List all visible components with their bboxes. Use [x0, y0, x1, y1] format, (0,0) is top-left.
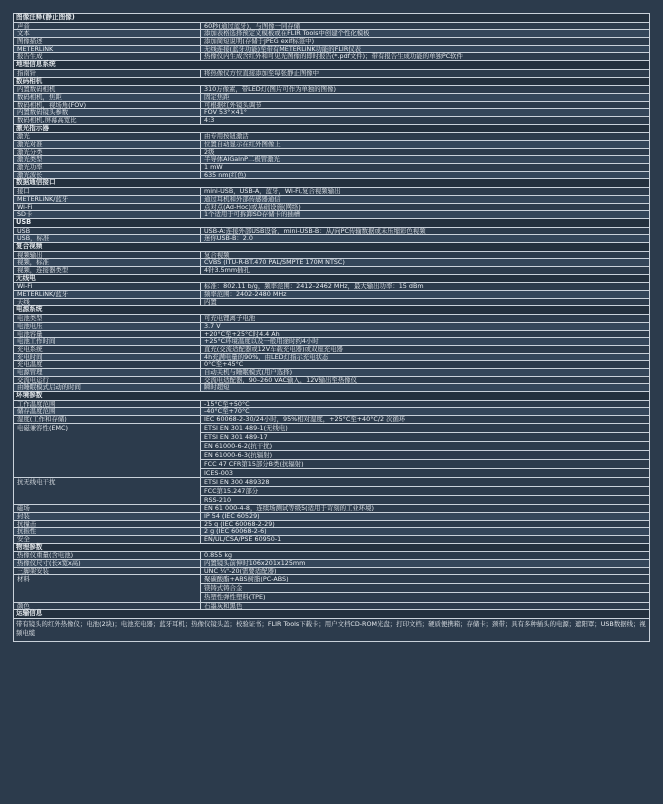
- section-header: 运输信息: [13, 610, 650, 619]
- spec-row: [13, 228, 650, 236]
- spec-label: 声音: [13, 23, 200, 31]
- spec-label: 电池电压: [13, 323, 200, 331]
- spec-value: CVBS (ITU-R-BT.470 PAL/SMPTE 170M NTSC): [200, 259, 650, 267]
- spec-row: [13, 568, 650, 576]
- spec-value: 复合视频: [200, 252, 650, 260]
- spec-row: [13, 369, 650, 377]
- spec-row: [13, 283, 650, 291]
- spec-label: 充电温度: [13, 361, 200, 369]
- spec-value: +25°C环境温度以及一般用途时约4小时: [200, 338, 650, 346]
- spec-label: 三脚架安装: [13, 568, 200, 576]
- spec-row: [13, 513, 650, 521]
- spec-row: [13, 94, 650, 102]
- section-header: 电源系统: [13, 306, 650, 315]
- section-header: 地理信息系统: [13, 61, 650, 70]
- spec-row: [13, 377, 650, 385]
- spec-value: 2级: [200, 149, 650, 157]
- spec-row: [13, 536, 650, 544]
- spec-value: -15°C至+50°C: [200, 401, 650, 409]
- spec-row: [13, 204, 650, 212]
- spec-row: [13, 141, 650, 149]
- spec-label: Wi-Fi: [13, 283, 200, 291]
- spec-value: 固定焦距: [200, 94, 650, 102]
- spec-row: [13, 172, 650, 180]
- spec-value: 聚碳酸酯+ABS树脂(PC-ABS): [201, 575, 649, 584]
- spec-label: 激光对准: [13, 141, 200, 149]
- spec-value: +20°C至+25°C时4.4 Ah: [200, 331, 650, 339]
- spec-row: [13, 188, 650, 196]
- spec-row: [13, 109, 650, 117]
- spec-row: [13, 30, 650, 38]
- spec-value: 点对点(Ad-Hoc)或基础设施(网络): [200, 204, 650, 212]
- spec-label: 激光分类: [13, 149, 200, 157]
- spec-value: 自动关机与睡眠模式(用户选择): [200, 369, 650, 377]
- spec-label: 颜色: [13, 603, 200, 611]
- spec-row: [13, 528, 650, 536]
- spec-row: [13, 416, 650, 424]
- spec-row: [13, 323, 650, 331]
- spec-multi-row: [13, 478, 650, 505]
- spec-label: 内置数码相机: [13, 86, 200, 94]
- spec-row: [13, 149, 650, 157]
- spec-value: IP 54 (IEC 60529): [200, 513, 650, 521]
- spec-label: USB: [13, 228, 200, 236]
- spec-row: [13, 331, 650, 339]
- spec-value: FOV 53°×41°: [200, 109, 650, 117]
- spec-label: 抗振性: [13, 528, 200, 536]
- spec-value: 频率范围：2402-2480 MHz: [200, 291, 650, 299]
- spec-sheet: [13, 13, 650, 642]
- spec-value: ICES-003: [201, 469, 649, 478]
- spec-label: 抗撞击: [13, 521, 200, 529]
- spec-label: 电磁兼容性(EMC): [13, 424, 200, 478]
- spec-label: 激光类型: [13, 156, 200, 164]
- spec-row: [13, 196, 650, 204]
- spec-row: [13, 521, 650, 529]
- spec-row: [13, 164, 650, 172]
- spec-row: [13, 291, 650, 299]
- spec-label: 由睡眠模式启动的时间: [13, 384, 200, 392]
- spec-row: [13, 252, 650, 260]
- spec-value: 635 nm(红色): [200, 172, 650, 180]
- spec-value: EN 61000-6-2(抗干扰): [201, 442, 649, 451]
- spec-row: [13, 156, 650, 164]
- spec-label: 数码相机，视场角(FOV): [13, 102, 200, 110]
- spec-value: 可充电锂离子电池: [200, 315, 650, 323]
- section-header: 物理参数: [13, 544, 650, 553]
- spec-value: 交流电适配器，90–260 VAC输入，12V输出至热像仪: [200, 377, 650, 385]
- section-header: 数码相机: [13, 78, 650, 87]
- spec-value: 4针3.5mm插孔: [200, 267, 650, 275]
- spec-label: 热像仪重量(含电池): [13, 552, 200, 560]
- section-header: 复合视频: [13, 243, 650, 252]
- spec-row: [13, 267, 650, 275]
- spec-label: 数码相机,屏幕高宽比: [13, 117, 200, 125]
- spec-row: [13, 23, 650, 31]
- spec-label: USB，标准: [13, 235, 200, 243]
- spec-value: mini-USB，USB-A，蓝牙，Wi-Fi,复合视频输出: [200, 188, 650, 196]
- spec-value: 310万像素，带LED灯(图片可作为单独的图像): [200, 86, 650, 94]
- spec-label: METERLiNK: [13, 46, 200, 54]
- spec-label: 激光波长: [13, 172, 200, 180]
- spec-value: 通过耳机和外部传感器通信: [200, 196, 650, 204]
- spec-row: [13, 338, 650, 346]
- spec-label: 视频，连接器类型: [13, 267, 200, 275]
- spec-label: 数码相机，焦距: [13, 94, 200, 102]
- spec-label: 接口: [13, 188, 200, 196]
- spec-row: [13, 384, 650, 392]
- spec-value: 内置: [200, 299, 650, 307]
- spec-label: 磁场: [13, 505, 200, 513]
- spec-row: [13, 315, 650, 323]
- spec-value: 0°C至+45°C: [200, 361, 650, 369]
- spec-label: 报告生成: [13, 53, 200, 61]
- spec-label: Wi-Fi: [13, 204, 200, 212]
- spec-row: [13, 354, 650, 362]
- spec-row: [13, 53, 650, 61]
- spec-value: 0.855 kg: [200, 552, 650, 560]
- spec-row: [13, 552, 650, 560]
- spec-value: IEC 60068-2-30/24小时，95%相对湿度，+25°C至+40°C/2 次循环: [200, 416, 650, 424]
- spec-label: 工作温度范围: [13, 401, 200, 409]
- spec-label: 视频，标准: [13, 259, 200, 267]
- spec-value: ETSI EN 301 489-17: [201, 433, 649, 442]
- spec-label: METERLiNK/蓝牙: [13, 196, 200, 204]
- spec-value: 将热像仪方位直接添加至每张静止图像中: [200, 70, 650, 78]
- spec-row: [13, 361, 650, 369]
- spec-label: 热像仪尺寸(长x宽x高): [13, 560, 200, 568]
- spec-label: 储存温度范围: [13, 408, 200, 416]
- spec-row: [13, 133, 650, 141]
- spec-label: 电源管理: [13, 369, 200, 377]
- spec-values: [200, 478, 650, 505]
- spec-row: [13, 401, 650, 409]
- spec-value: 添加简短说明(存储于JPEG exif标签中): [200, 38, 650, 46]
- spec-value: 石墨灰和黑色: [200, 603, 650, 611]
- spec-value: ETSI EN 301 489-1(无线电): [201, 424, 649, 433]
- spec-value: FCC第15.247部分: [201, 487, 649, 496]
- spec-row: [13, 259, 650, 267]
- spec-multi-row: [13, 424, 650, 478]
- spec-row: [13, 102, 650, 110]
- spec-label: 材料: [13, 575, 200, 602]
- spec-row: [13, 603, 650, 611]
- spec-label: 抗无线电干扰: [13, 478, 200, 505]
- spec-value: 可根据红外镜头调节: [200, 102, 650, 110]
- spec-label: 电池类型: [13, 315, 200, 323]
- spec-value: RSS-210: [201, 496, 649, 505]
- section-header: 环境参数: [13, 392, 650, 401]
- spec-row: [13, 235, 650, 243]
- spec-row: [13, 46, 650, 54]
- section-header: 数据通信接口: [13, 179, 650, 188]
- section-header: 激光指示器: [13, 125, 650, 134]
- spec-row: [13, 86, 650, 94]
- spec-label: 电池容量: [13, 331, 200, 339]
- spec-value: 4h充满电量的90%，由LED灯指示充电状态: [200, 354, 650, 362]
- spec-value: FCC 47 CFR第15部分B类(抗辐射): [201, 460, 649, 469]
- spec-label: 文本: [13, 30, 200, 38]
- spec-value: 无线连接(蓝牙功能)至带有METERLiNK功能的FLIR仪表: [200, 46, 650, 54]
- spec-value: 60秒(通过蓝牙)，与图像一同存储: [200, 23, 650, 31]
- spec-row: [13, 505, 650, 513]
- spec-value: 由专用按钮激活: [200, 133, 650, 141]
- spec-label: 交流电运行: [13, 377, 200, 385]
- spec-value: 标准：802.11 b/g，频率范围：2412–2462 MHz，最大输出功率：15 dBm: [200, 283, 650, 291]
- spec-label: 图像描述: [13, 38, 200, 46]
- spec-multi-row: [13, 575, 650, 602]
- spec-label: 充电时间: [13, 354, 200, 362]
- spec-label: 天线: [13, 299, 200, 307]
- section-header: USB: [13, 219, 650, 228]
- spec-row: [13, 560, 650, 568]
- spec-value: 添加表格选择预定义模板或在FLIR Tools中创建个性化模板: [200, 30, 650, 38]
- spec-value: 直充(交流适配器或12V车载充电器)或双座充电器: [200, 346, 650, 354]
- spec-label: METERLiNK/蓝牙: [13, 291, 200, 299]
- spec-value: 25 g (IEC 60068-2-29): [200, 521, 650, 529]
- spec-label: 视频输出: [13, 252, 200, 260]
- spec-label: 激光: [13, 133, 200, 141]
- spec-value: 内置镜头前伸时106x201x125mm: [200, 560, 650, 568]
- spec-label: SD卡: [13, 211, 200, 219]
- spec-label: 内置数码镜头参数: [13, 109, 200, 117]
- spec-value: 1 mW: [200, 164, 650, 172]
- spec-value: 2 g (IEC 60068-2-6): [200, 528, 650, 536]
- spec-value: EN 61 000-4-8，连续场测试等级5(适用于苛刻的工业环境): [200, 505, 650, 513]
- spec-label: 指南针: [13, 70, 200, 78]
- spec-value: -40°C至+70°C: [200, 408, 650, 416]
- spec-value: 1个适用于可拆卸SD存储卡的插槽: [200, 211, 650, 219]
- spec-label: 封装: [13, 513, 200, 521]
- spec-value: 迷你USB-B：2.0: [200, 235, 650, 243]
- spec-value: 4:3: [200, 117, 650, 125]
- spec-value: EN/UL/CSA/PSE 60950-1: [200, 536, 650, 544]
- spec-value: USB-A:连接外部USB设备，mini-USB-B：从/向PC传输数据或未压缩彩色视频: [200, 228, 650, 236]
- spec-value: 位置自动显示在红外图像上: [200, 141, 650, 149]
- spec-values: [200, 424, 650, 478]
- section-header: 图像注释(静止图像): [13, 13, 650, 23]
- spec-value: UNC ¼"-20(需要适配器): [200, 568, 650, 576]
- spec-row: [13, 346, 650, 354]
- spec-row: [13, 70, 650, 78]
- spec-row: [13, 211, 650, 219]
- spec-label: 充电系统: [13, 346, 200, 354]
- spec-row: [13, 408, 650, 416]
- spec-label: 激光功率: [13, 164, 200, 172]
- spec-row: [13, 38, 650, 46]
- spec-value: ETSI EN 300 489328: [201, 478, 649, 487]
- spec-value: 半导体AlGaInP二极管激光: [200, 156, 650, 164]
- spec-value: 热塑性弹性塑料(TPE): [201, 593, 649, 602]
- spec-label: 电池工作时间: [13, 338, 200, 346]
- spec-label: 安全: [13, 536, 200, 544]
- section-header: 无线电: [13, 275, 650, 284]
- shipping-contents: 带有镜头的红外热像仪；电池(2块)；电池充电器；蓝牙耳机；热像仪镜头盖；校验证书；FLIR Tools下载卡；用户文档CD-ROM光盘；打印文档；硬质便携箱；存储卡；颈带；具有多种插头的电源；遮阳罩；USB数据线；视频电缆: [13, 619, 650, 642]
- spec-label: 湿度(工作和存储): [13, 416, 200, 424]
- spec-value: 3.7 V: [200, 323, 650, 331]
- spec-row: [13, 299, 650, 307]
- spec-value: 热像仪内生成含红外和可见光图像的即时报告(*.pdf文件)；带有报告生成功能的单独PC软件: [200, 53, 650, 61]
- spec-values: [200, 575, 650, 602]
- spec-value: 瞬时超短: [200, 384, 650, 392]
- spec-row: [13, 117, 650, 125]
- spec-value: EN 61000-6-3(抗辐射): [201, 451, 649, 460]
- spec-value: 镁铸式铸合金: [201, 584, 649, 593]
